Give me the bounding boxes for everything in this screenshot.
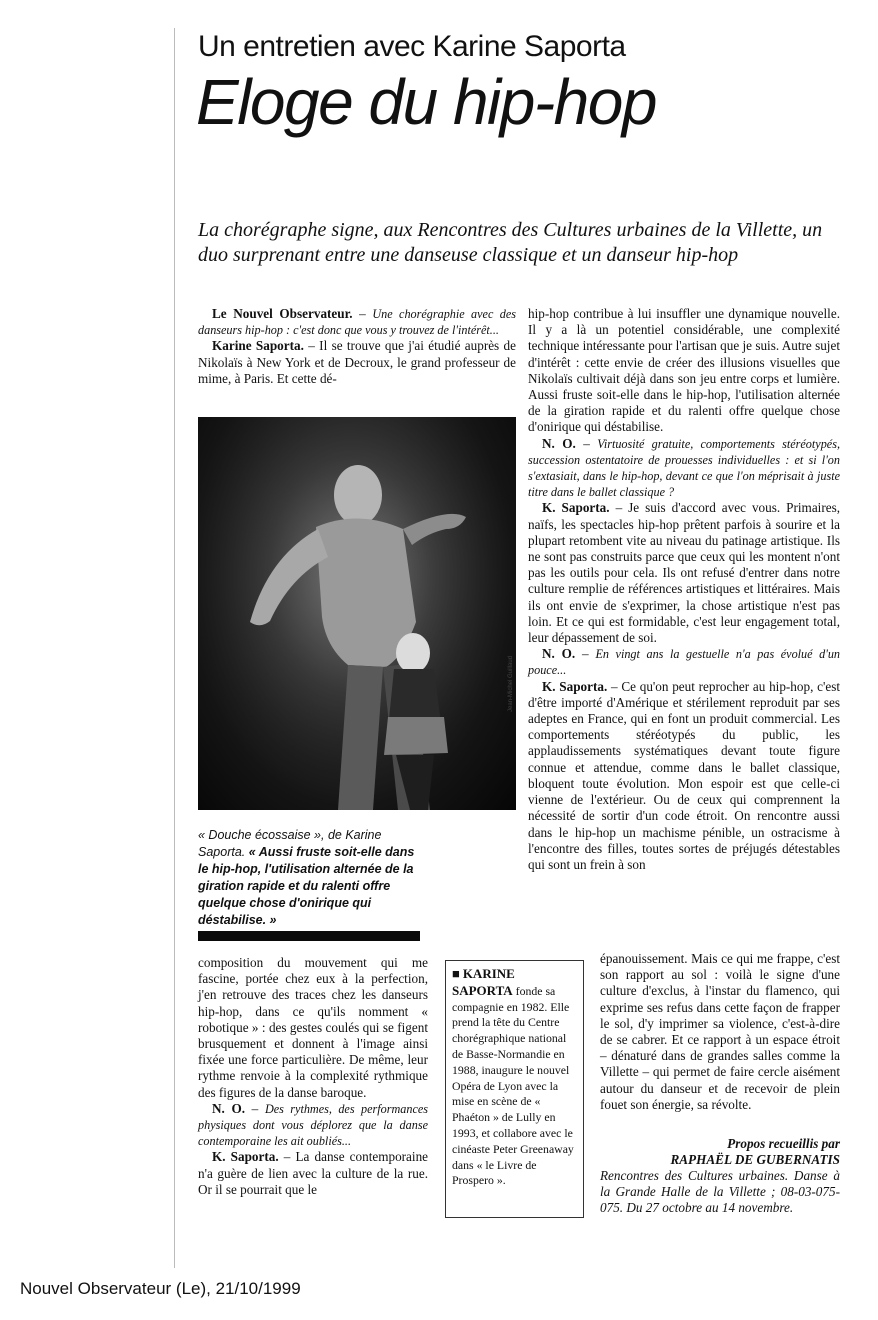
bio-marker: ■ <box>452 966 460 981</box>
article-standfirst: La chorégraphe signe, aux Rencontres des Cultures urbaines de la Villette, un duo surprenant entre une danseuse classique et un danseur hip-hop <box>198 219 823 266</box>
signature-line1: Propos recueillis par <box>727 1136 840 1151</box>
answer-text: Ce qu'on peut reprocher au hip-hop, c'est d'être importé d'Amérique et stérilement reproduit par ses adeptes en France, qui en font un produit commercial. Les comportements stéréotypés du public, les applaudissements systématiques devant toute figure connue et attendue, comme dans le ballet classique, bloquent toute évolution. Mon espoir est que celle-ci vienne de l'extérieur. Ou de ceux qui comprennent la nécessité de sortir d'un code étroit. On rencontre aussi dans le hip-hop un machisme pénible, un ostracisme à l'encontre des filles, toutes sortes de préjugés détestables qui sont un frein à son <box>528 678 840 872</box>
column-rule <box>174 28 175 1268</box>
article-headline: Eloge du hip-hop <box>196 66 656 138</box>
speaker-label: N. O. <box>542 646 576 662</box>
caption-quote: « Aussi fruste soit-elle dans le hip-hop, l'utilisation alternée de la giration rapide et du ralenti offre quelque chose d'onirique qui déstabilise. » <box>198 845 415 927</box>
paragraph: Le Nouvel Observateur. – Une chorégraphie avec des danseurs hip-hop : c'est donc que vous y trouvez de l'intérêt... <box>198 306 516 338</box>
source-line: Nouvel Observateur (Le), 21/10/1999 <box>20 1279 301 1298</box>
answer-text: La danse contemporaine n'a guère de lien avec la culture de la rue. Or il se pourrait que le <box>198 1149 429 1197</box>
photo-caption <box>198 827 428 929</box>
answer-text: épanouissement. Mais ce qui me frappe, c'est son rapport au sol : voilà le signe d'une culture d'exclus, à l'instar du flamenco, qui exprime ses refus dans cette façon de frapper le sol, d'y imprimer sa violence, c'est-à-dire de se cabrer. Et ce rapport à un espace étroit – dénaturé dans de grandes salles comme la Villette – qui permet de faire cercle aisément autour du danseur et de recevoir de plein fouet son énergie, sa révolte. <box>600 951 840 1112</box>
caption-title: « Douche écossaise », de Karine Saporta. <box>198 828 382 859</box>
paragraph <box>198 955 428 1101</box>
answer-text: composition du mouvement qui me fascine, portée chez eux à la perfection, j'en retrouve des traces chez les danseurs hip-hop, dans ce qu'ils nomment « robotique » : des gestes coulés qui se figent brusquement et donnent à l'image ainsi fixée une force particulière. De même, leur rythme renvoie à la complexité rythmique des figures de la danse baroque. <box>198 955 428 1100</box>
dance-photo <box>198 417 516 810</box>
speaker-label: K. Saporta. <box>542 678 608 694</box>
signature-block <box>600 1136 840 1216</box>
answer-text: hip-hop contribue à lui insuffler une dynamique nouvelle. Il y a là un potentiel considérable, une complexité technique intéressante pour l'artisan que je suis. Autre sujet d'intérêt : cette envie de créer des illusions visuelles que Nikolaïs cultivait déjà dans son jeu entre corps et lumière. Aussi fruste soit-elle dans le hip-hop, l'utilisation alternée de la giration rapide et du ralenti offre quelque chose d'onirique qui déstabilise. <box>528 306 840 435</box>
paragraph: K. Saporta. – La danse contemporaine n'a guère de lien avec la culture de la rue. Or il se pourrait que le <box>198 1149 429 1197</box>
speaker-label: N. O. <box>542 435 576 451</box>
paragraph: N. O. – En vingt ans la gestuelle n'a pas évolué d'un pouce... <box>528 646 841 678</box>
question-text: Une chorégraphie avec des danseurs hip-hop : c'est donc que vous y trouvez de l'intérêt... <box>198 307 516 338</box>
column-1-bottom <box>198 955 428 1198</box>
answer-text: Il se trouve que j'ai étudié auprès de Nikolaïs à New York et de Decroux, le grand professeur de mime, à Paris. Et cette dé- <box>198 338 516 386</box>
column-1-top <box>198 306 516 387</box>
speaker-label: K. Saporta. <box>212 1149 279 1165</box>
column-2-bottom <box>600 951 840 1113</box>
dancers-figure <box>198 417 516 810</box>
question-text: Des rythmes, des performances physiques dont vous déplorez que la danse contemporaine les ait oubliés... <box>198 1101 429 1149</box>
paragraph: N. O. – Virtuosité gratuite, comportements stéréotypés, succession ostentatoire de prouesses individuelles : et si l'on s'extasiait, dans le hip-hop, devant ce que l'on méprisait à juste titre dans le ballet classique ? <box>528 435 840 500</box>
column-2 <box>528 306 840 873</box>
bio-text <box>452 966 578 1189</box>
caption-bar <box>198 931 420 941</box>
speaker-label: K. Saporta. <box>542 500 610 516</box>
speaker-label: Karine Saporta. <box>212 338 304 354</box>
paragraph <box>528 306 840 436</box>
question-text: En vingt ans la gestuelle n'a pas évolué d'un pouce... <box>528 647 841 678</box>
question-text: Virtuosité gratuite, comportements stéréotypés, succession ostentatoire de prouesses individuelles : et si l'on s'extasiait, dans le hip-hop, devant ce que l'on méprisait à juste titre dans le ballet classique ? <box>528 436 840 500</box>
paragraph: K. Saporta. – Je suis d'accord avec vous. Primaires, naïfs, les spectacles hip-hop prêtent parfois à sourire et la plupart retombent vite au niveau du patinage artistique. Ils ne sont pas construits parce que ceux qui les montent n'ont pas les outils pour cela. Ils ont refusé d'entrer dans notre culture remplie de références artistiques et littéraires. Mais ils ont envie de s'exprimer, la chose artistique n'est pas loin. Et ce qui est formidable, c'est leur engagement total, leur dépassement de soi. <box>528 500 841 646</box>
speaker-label: N. O. <box>212 1100 246 1116</box>
speaker-label: Le Nouvel Observateur. <box>212 306 353 321</box>
paragraph <box>600 951 840 1113</box>
photo-credit: Jean-Michel Guillaud <box>508 655 514 712</box>
answer-text: Je suis d'accord avec vous. Primaires, naïfs, les spectacles hip-hop prêtent parfois à sourire et la plupart retombent vite au niveau du patinage artistique. Ils ne sont pas construits parce que ceux qui les montent n'ont pas les outils pour cela. Ils ont refusé d'entrer dans notre culture remplie de références artistiques et littéraires. Mais ils ont envie de s'exprimer, la chose artistique n'est pas loin. Et ce qui est formidable, c'est leur engagement total, leur dépassement de soi. <box>528 500 841 646</box>
signature-name: RAPHAËL DE GUBERNATIS <box>670 1152 840 1167</box>
bio-name: KARINE SAPORTA <box>452 966 515 998</box>
article-kicker: Un entretien avec Karine Saporta <box>198 30 626 63</box>
paragraph: Karine Saporta. – Il se trouve que j'ai étudié auprès de Nikolaïs à New York et de Decroux, le grand professeur de mime, à Paris. Et cette dé- <box>198 338 516 386</box>
event-info: Rencontres des Cultures urbaines. Danse à la Grande Halle de la Villette ; 08-03-075-075. Du 27 octobre au 14 novembre. <box>600 1168 840 1215</box>
paragraph: N. O. – Des rythmes, des performances physiques dont vous déplorez que la danse contemporaine les ait oubliés... <box>198 1100 429 1149</box>
bio-body: fonde sa compagnie en 1982. Elle prend la tête du Centre chorégraphique national de Basse-Normandie en 1988, inaugure le nouvel Opéra de Lyon avec la mise en scène de « Phaéton » de Lully en 1993, et collabore avec le cinéaste Peter Greenaway dans « le Livre de Prospero ». <box>452 983 574 1188</box>
paragraph: K. Saporta. – Ce qu'on peut reprocher au hip-hop, c'est d'être importé d'Amérique et stérilement reproduit par ses adeptes en France, qui en font un produit commercial. Les comportements stéréotypés du public, les applaudissements systématiques devant toute figure connue et attendue, comme dans le ballet classique, bloquent toute évolution. Mon espoir est que celle-ci vienne de l'extérieur. Ou de ceux qui comprennent la nécessité de sortir d'un code étroit. On rencontre aussi dans le hip-hop un machisme pénible, un ostracisme à l'encontre des filles, toutes sortes de préjugés détestables qui sont un frein à son <box>528 678 840 872</box>
